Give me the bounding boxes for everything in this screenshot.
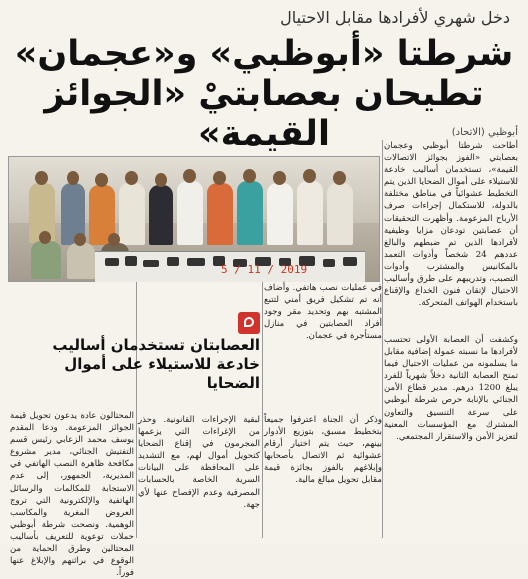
photo-person	[149, 185, 173, 245]
photo-person-head	[125, 171, 138, 185]
photo-person-head	[243, 169, 256, 183]
column-divider	[262, 282, 263, 538]
photo-person	[327, 183, 353, 245]
seized-phone	[343, 257, 357, 266]
body-column-left	[10, 410, 134, 579]
photo-person-head	[39, 231, 51, 244]
body-paragraph: المحتالون عادة يدعون تحويل قيمة الجوائز المزعومة. ودعا المقدم يوسف محمد الزعابي رئيس قسم التفتيش الجنائي، مدير مشروع مكافحة ظاهرة النصب الهاتفي في المديرية، الجمهور، إلى عدم الاستجابة للمكالمات والرسائل الهاتفية والإلكترونية التي تروج العروض المغرية والمكاسب الوهمية. ونصحت شرطة أبوظبي حملات توعوية للتعريف بأساليب المحتالين وطرق الحماية من الوقوع في براثنهم والإبلاغ عنها فوراً.	[10, 411, 134, 579]
photo-person	[207, 183, 233, 245]
photo-person	[237, 181, 263, 245]
photo-person-head	[108, 233, 120, 246]
alittihad-logo-icon	[238, 312, 260, 334]
photo-person-head	[333, 171, 346, 185]
photo-date-stamp: 5 / 11 / 2019	[221, 263, 308, 276]
photo-person-head	[67, 171, 79, 185]
body-column-left-middle	[138, 414, 260, 538]
photo-person	[31, 241, 61, 279]
body-column-middle-bottom	[264, 414, 382, 538]
photo-person-head	[273, 171, 286, 185]
photo-person	[297, 181, 323, 245]
article-kicker: دخل شهري لأفرادها مقابل الاحتيال	[280, 8, 510, 27]
seized-phone	[187, 258, 205, 266]
body-paragraph: لبقية الإجراءات القانونية. وحذر من الإغراءات التي يزعمها المجرمون في إقناع الضحايا كتحويل أموال لهم، مع التشديد على المحافظة على البيانات السرية الخاصة بالحسابات المصرفية وعدم الإفصاح عنها لأي جهة.	[138, 415, 260, 510]
seized-phone	[167, 257, 179, 266]
photo-person	[119, 183, 145, 245]
photo-person-head	[95, 173, 108, 187]
photo-person-head	[35, 171, 48, 185]
body-paragraph: أطاحت شرطتا أبوظبي وعجمان بعصابتي «الفوز بجوائز الاتصالات القيمة»، تستخدمان أساليب خادعة للاستيلاء على أموال الضحايا الذين يتم التخطيط عشوائياً في مناطق مختلفة بالدولة، للاستكمال إجراءات صرف الأرباح المزعومة. وأظهرت التحقيقات أن عصابتين تودعان مزايا وظيفية لأفرادها الذين تم ضبطهم والبالغ عددهم 24 شخصاً وأدوات التعمد بالمكانيس والمشترب وأدوات التصبب، وتدريبهم على طرق وأساليب الاحتيال لإتقان فنون الخداع والإقناع باستخدام الهواتف المتحركة.	[384, 141, 518, 309]
seized-phone	[105, 258, 119, 266]
seized-phone	[143, 260, 159, 267]
article-byline: أبوظبي (الاتحاد)	[451, 127, 518, 138]
column-divider	[382, 140, 383, 538]
body-paragraph: في عمليات نصب هاتفي. وأضاف أنه تم تشكيل فريق أمني لتتبع المشتبه بهم وتحديد مقر وجود أفراد العصابتين في منازل مستأجرة في عجمان.	[264, 283, 382, 342]
body-paragraph: وذكر أن الجناة اعترفوا جميعاً بتخطيط مسبق، بتوزيع الأدوار بينهم، حيث يتم اختيار أرقام عشوائية ثم الاتصال بأصحابها وإبلاغهم بالفوز بجائزة قيمة مقابل تحويل مبالغ مالية.	[264, 415, 382, 486]
photo-person	[177, 181, 203, 245]
body-column-right-top	[384, 140, 518, 330]
body-column-middle-top	[264, 282, 382, 410]
body-paragraph: وكشفت أن العصابة الأولى تحتسب لأفرادها ما نسبته عمولة إضافية مقابل ما يسلمونه من عمليات الاحتيال فيما تمنح العصابة الثانية دخلاً شهرياً للفرد يبلغ 1200 درهم. مدير قطاع الأمن الجنائي بالإنابة حرص شرطة أبوظبي على سرعة التنسيق والتعاون المشترك مع المؤسسات المعنية لتعزيز الأمن والاستقرار المجتمعي.	[384, 335, 518, 442]
photo-person-head	[303, 169, 316, 183]
seized-phone	[125, 256, 137, 266]
photo-person	[67, 243, 95, 279]
seized-phone	[323, 259, 335, 267]
body-column-right-bottom	[384, 334, 518, 538]
photo-person-head	[74, 233, 86, 246]
article-photo	[8, 156, 380, 282]
photo-person	[267, 183, 293, 245]
photo-person-head	[213, 171, 226, 185]
photo-person-head	[155, 173, 167, 187]
photo-person-head	[183, 169, 196, 183]
sidebar-title: العصابتان تستخدمان أساليب خادعة للاستيلاء على أموال الضحايا	[52, 336, 260, 392]
column-divider	[136, 282, 137, 538]
article-headline: شرطتا «أبوظبي» و«عجمان» تطيحان بعصابتيْ «الجوائز القيمة»	[14, 34, 514, 154]
